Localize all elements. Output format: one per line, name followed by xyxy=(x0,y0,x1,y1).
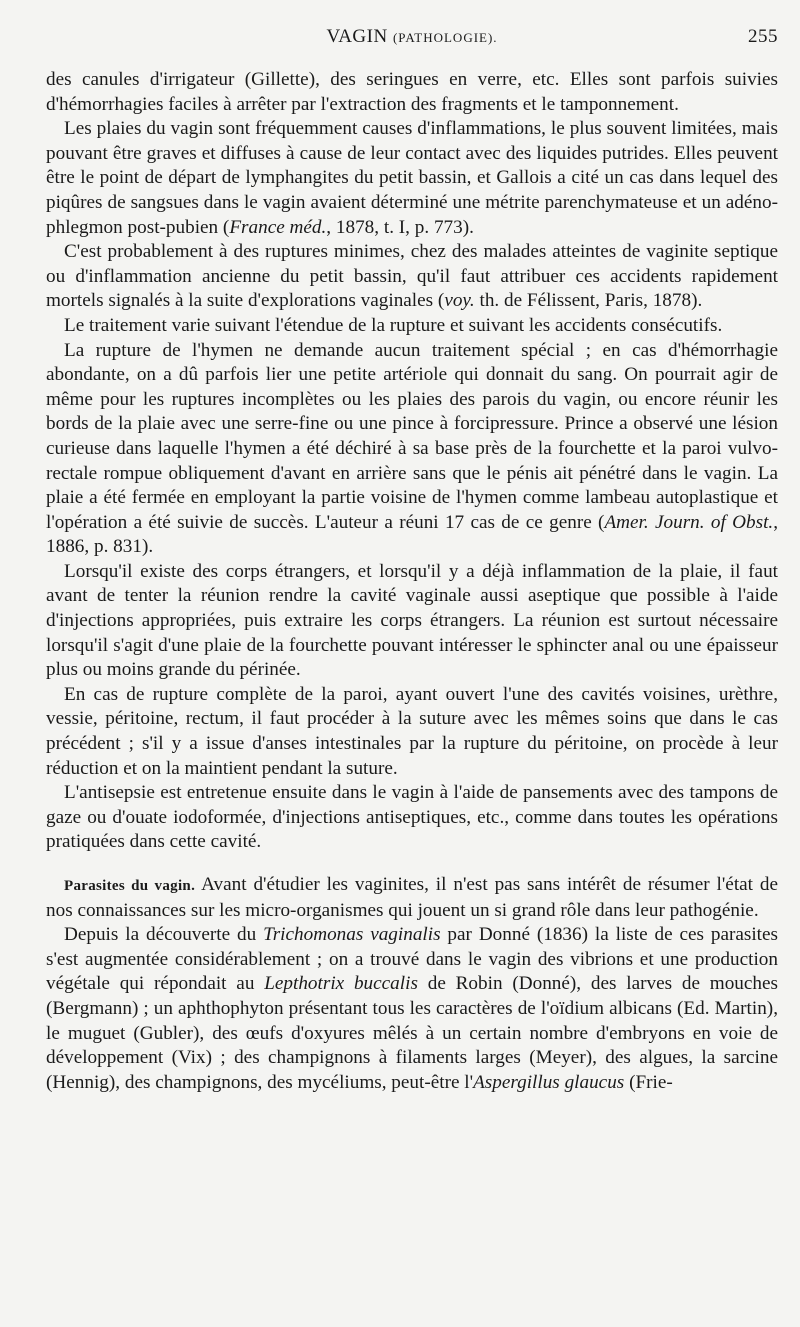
paragraph-text: , 1878, t. I, p. 773). xyxy=(326,216,474,238)
paragraph-text: des canules d'irrigateur (Gillette), des seringues en verre, etc. Elles sont parfois suivies d'hémorrhagies faciles à arrêter par l'extraction des fragments et le tamponnement. xyxy=(46,69,778,115)
header-subtitle: (PATHOLOGIE). xyxy=(392,30,498,45)
paragraph-text: L'antisepsie est entretenue ensuite dans le vagin à l'aide de pansements avec des tampons de gaze ou d'ouate iodoformée, d'injections antiseptiques, etc., comme dans toutes les opérations pratiquées dans cette cavité. xyxy=(46,782,778,853)
citation-journal: France méd. xyxy=(229,216,327,238)
paragraph xyxy=(46,560,778,683)
paragraph xyxy=(46,781,778,855)
paragraph-text: de Robin (Donné), des larves de mouches (Bergmann) ; un aphthophyton présentant tous les caractères de l'oïdium albicans (Ed. Martin), le muguet (Gubler), des œufs d'oxyures mêlés à un certain nombre d'embryons en voie de développement (Vix) ; des champignons à filaments larges (Meyer), des algues, la sarcine (Hennig), des champignons, des mycéliums, peut-être l' xyxy=(46,973,778,1093)
section-heading: Parasites du vagin. xyxy=(64,878,196,894)
paragraph xyxy=(46,873,778,923)
paragraph-text: , 1886, p. 831). xyxy=(46,511,778,558)
paragraph-text: Avant d'étudier les vaginites, il n'est pas sans intérêt de résumer l'état de nos connaissances sur les micro-organismes qui jouent un si grand rôle dans leur pathogénie. xyxy=(46,874,778,921)
paragraph-text: Les plaies du vagin sont fréquemment causes d'inflammations, le plus souvent limitées, mais pouvant être graves et diffuses à cause de leur contact avec des liquides putrides. Elles peuvent être le point de départ de lymphangites du petit bassin, et Gallois a cité un cas dans lequel des piqûres de sangsues dans le vagin avaient déterminé une métrite parenchymateuse et un adéno-phlegmon post-pubien ( xyxy=(46,118,778,238)
running-head xyxy=(46,22,778,54)
paragraph-text: par Donné (1836) la liste de ces parasites s'est augmentée considérablement ; on a trouvé dans le vagin des vibrions et une production végétale qui répondait au xyxy=(46,924,778,995)
page-number: 255 xyxy=(748,26,778,47)
paragraph xyxy=(46,68,778,117)
paragraph-text: Lorsqu'il existe des corps étrangers, et lorsqu'il y a déjà inflammation de la plaie, il faut avant de tenter la réunion rendre la cavité vaginale aussi aseptique que possible à l'aide d'injections appropriées, puis extraire les corps étrangers. La réunion est surtout nécessaire lorsqu'il s'agit d'une plaie de la fourchette pouvant intéresser le sphincter anal ou une épaisseur plus ou moins grande du périnée. xyxy=(46,560,778,681)
running-title xyxy=(46,26,778,48)
taxon-name: Lepthotrix buccalis xyxy=(264,973,418,995)
paragraph xyxy=(46,339,778,560)
body-text xyxy=(46,68,778,1095)
citation-journal: Amer. Journ. of Obst. xyxy=(604,511,774,533)
paragraph-text: En cas de rupture complète de la paroi, ayant ouvert l'une des cavités voisines, urèthre, vessie, péritoine, rectum, il faut procéder à la suture avec les mêmes soins que dans le cas précédent ; s'il y a issue d'anses intestinales par la rupture du péritoine, on procède à leur réduction et on la maintient pendant la suture. xyxy=(46,683,778,779)
paragraph xyxy=(46,314,778,339)
paragraph xyxy=(46,923,778,1095)
paragraph-text: Depuis la découverte du xyxy=(64,924,264,946)
citation-abbrev: voy. xyxy=(444,290,475,312)
taxon-name: Aspergillus glaucus xyxy=(473,1071,625,1093)
taxon-name: Trichomonas vaginalis xyxy=(263,924,441,946)
paragraph xyxy=(46,240,778,314)
paragraph-text: La rupture de l'hymen ne demande aucun traitement spécial ; en cas d'hémorrhagie abondante, on a dû parfois lier une petite artériole qui donnait du sang. On pourrait agir de même pour les ruptures incomplètes ou les plaies des parois du vagin, ou encore réunir les bords de la plaie avec une serre-fine ou une pince à forcipressure. Prince a observé une lésion curieuse dans laquelle l'hymen a été déchiré à sa base près de la fourchette et la paroi vulvo-rectale rompue obliquement d'avant en arrière sans que le pénis ait pénétré dans le vagin. La plaie a été fermée en employant la partie voisine de l'hymen comme lambeau autoplastique et l'opération a été suivie de succès. L'auteur a réuni 17 cas de ce genre ( xyxy=(46,339,778,533)
header-title: VAGIN xyxy=(326,26,388,47)
paragraph-text: (Frie- xyxy=(624,1071,673,1093)
paragraph xyxy=(46,683,778,781)
paragraph xyxy=(46,117,778,240)
paragraph-text: C'est probablement à des ruptures minimes, chez des malades atteintes de vaginite septique ou d'inflammation ancienne du petit bassin, qu'il faut attribuer ces accidents rapidement mortels signalés à la suite d'explorations vaginales ( xyxy=(46,241,778,312)
paragraph-text: Le traitement varie suivant l'étendue de la rupture et suivant les accidents consécutifs. xyxy=(64,314,723,336)
paragraph-text: th. de Félissent, Paris, 1878). xyxy=(474,290,703,312)
